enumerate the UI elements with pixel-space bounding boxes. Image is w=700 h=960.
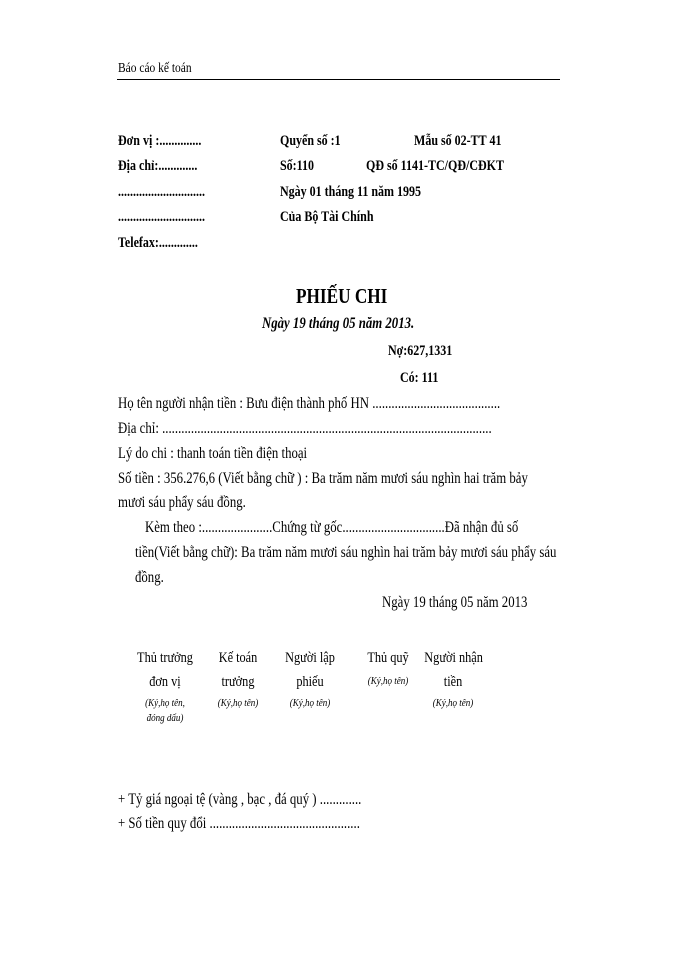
signature-block	[205, 646, 271, 711]
signer-role: Người lập	[285, 650, 335, 666]
title-date: Ngày 19 tháng 05 năm 2013.	[262, 315, 415, 332]
signer-role: Người nhận	[424, 650, 483, 666]
recipient-address: Địa chỉ: .......................................................................................................	[118, 420, 492, 437]
quyen-so: Quyển số :1	[280, 133, 341, 149]
header-divider	[117, 79, 560, 80]
attachments: Kèm theo :......................Chứng từ gốc................................Đã nhận đủ số	[145, 519, 519, 536]
blank-line: .............................	[118, 184, 205, 200]
telefax-field: Telefax:.............	[118, 235, 198, 251]
signature-block	[130, 646, 200, 726]
signer-role: Thủ quỹ	[367, 650, 409, 666]
page-title: PHIẾU CHI	[296, 284, 388, 308]
signature-block	[276, 646, 344, 711]
amount-line-1: Số tiền : 356.276,6 (Viết bằng chữ ) : Ba trăm năm mươi sáu nghìn hai trăm bảy	[118, 470, 528, 487]
signer-role: tiền	[443, 674, 463, 690]
qd-so: QĐ số 1141-TC/QĐ/CĐKT	[366, 158, 505, 174]
signer-note: (Ký,họ tên,	[145, 697, 185, 709]
signer-role: trưởng	[221, 674, 255, 690]
signer-role: đơn vị	[149, 674, 181, 690]
debit-account: Nợ:627,1331	[388, 343, 453, 359]
payment-reason: Lý do chi : thanh toán tiền điện thoại	[118, 445, 308, 462]
ngay-ban-hanh: Ngày 01 tháng 11 năm 1995	[280, 184, 422, 200]
mau-so: Mẫu số 02-TT 41	[414, 133, 502, 149]
signer-role: phiếu	[296, 674, 324, 690]
blank-line: .............................	[118, 209, 205, 225]
amount-line-2: mươi sáu phẩy sáu đồng.	[118, 494, 246, 511]
so-phieu: Số:110	[280, 158, 315, 174]
converted-amount: + Số tiền quy đổi ...............................................	[118, 815, 360, 832]
signer-note: (Ký,họ tên)	[367, 675, 409, 687]
sign-date: Ngày 19 tháng 05 năm 2013	[382, 594, 528, 611]
signature-block	[355, 646, 421, 689]
signer-role: Thủ trưởng	[137, 650, 193, 666]
don-vi-field: Đơn vị :..............	[118, 133, 202, 149]
signer-note: (Ký,họ tên)	[289, 697, 331, 709]
report-header: Báo cáo kế toán	[118, 61, 192, 76]
signer-note: (Ký,họ tên)	[432, 697, 474, 709]
signature-block	[418, 646, 488, 711]
cua-bo: Của Bộ Tài Chính	[280, 209, 374, 225]
signer-role: Kế toán	[218, 650, 258, 666]
credit-account: Có: 111	[400, 370, 439, 386]
signer-note: đóng dấu)	[146, 712, 184, 724]
received-amount-line-1: tiền(Viết bằng chữ): Ba trăm năm mươi sáu nghìn hai trăm bảy mươi sáu phẩy sáu	[135, 544, 557, 561]
exchange-rate: + Tỷ giá ngoại tệ (vàng , bạc , đá quý ) .............	[118, 791, 362, 808]
signer-note: (Ký,họ tên)	[217, 697, 259, 709]
received-amount-line-2: đồng.	[135, 569, 164, 586]
recipient-name: Họ tên người nhận tiền : Bưu điện thành phố HN ........................................	[118, 395, 501, 412]
dia-chi-field: Địa chỉ:.............	[118, 158, 198, 174]
